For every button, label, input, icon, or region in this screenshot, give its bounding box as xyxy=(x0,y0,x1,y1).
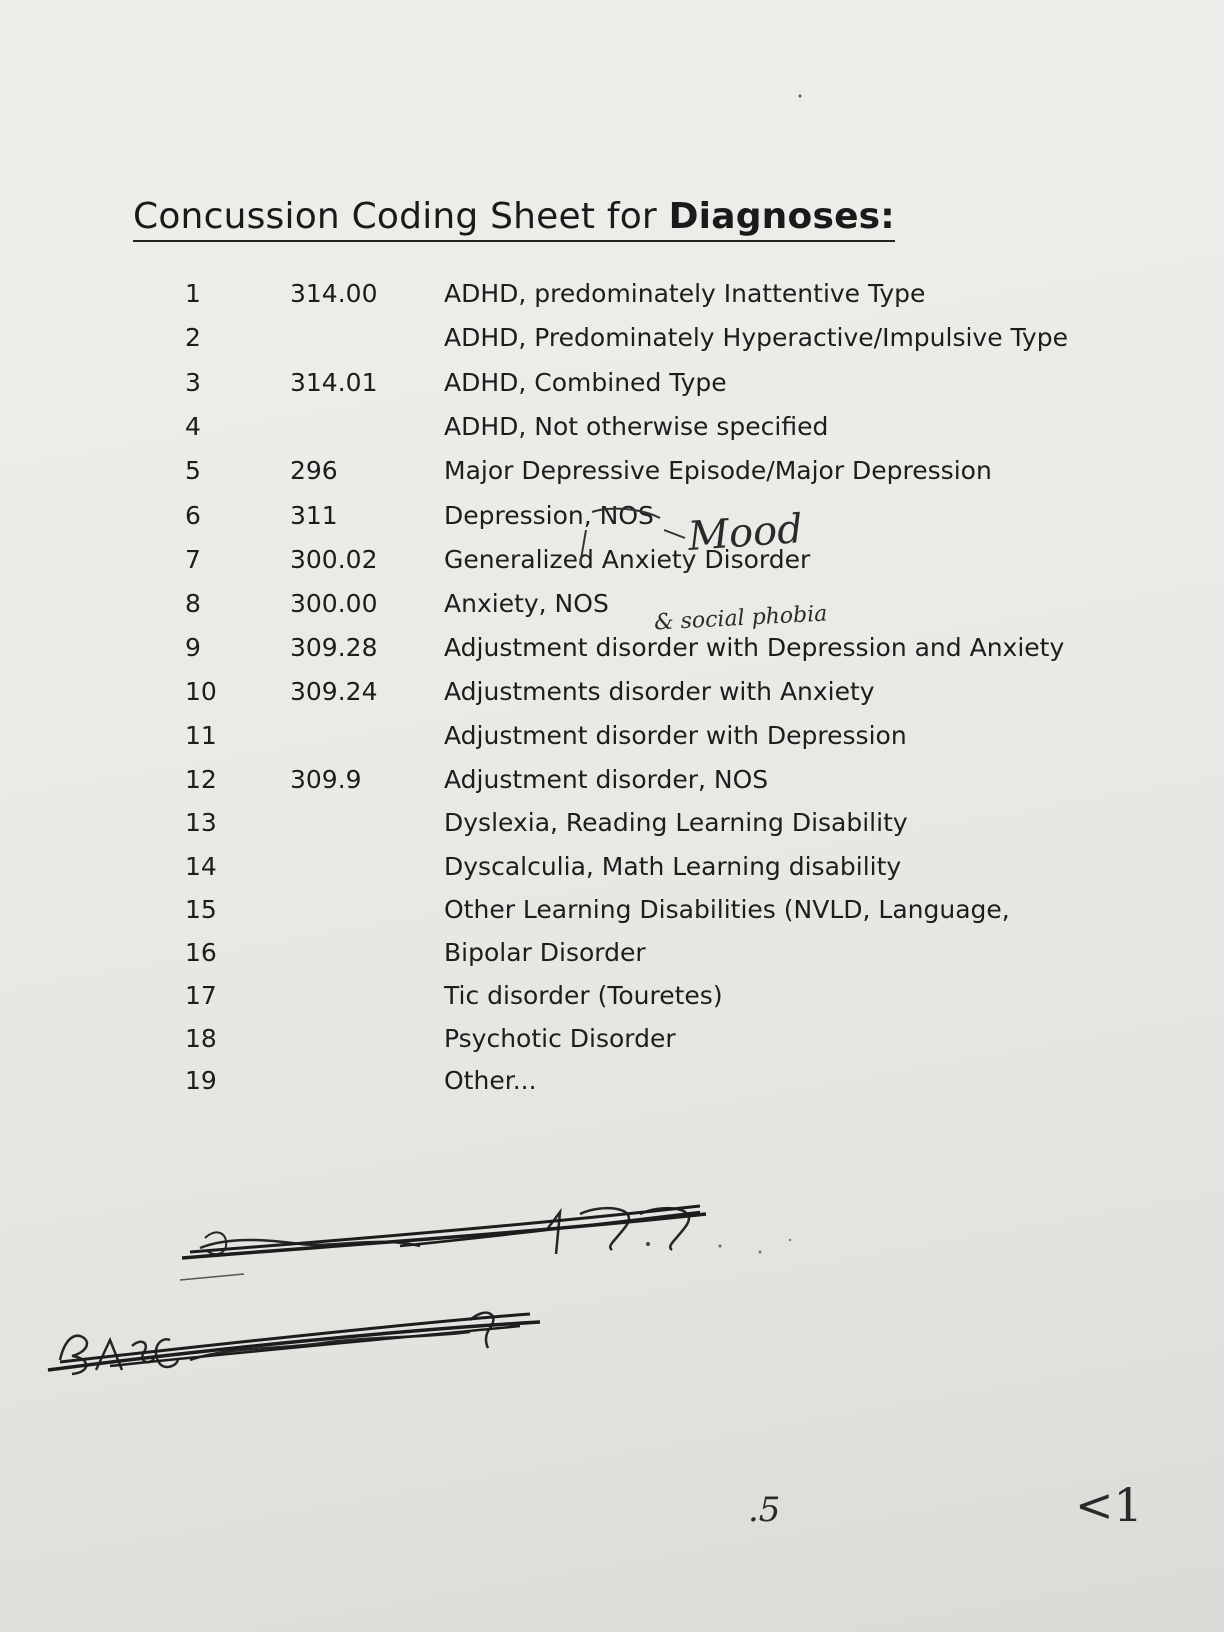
diagnosis-description: ADHD, predominately Inattentive Type xyxy=(444,279,926,308)
diagnosis-description: Adjustment disorder with Depression and Anxiety xyxy=(444,633,1065,662)
row-number: 16 xyxy=(185,938,217,967)
row-number: 14 xyxy=(185,852,217,881)
diagnosis-code: 300.00 xyxy=(290,589,378,618)
row-number: 9 xyxy=(185,633,201,662)
diagnosis-description: Tic disorder (Touretes) xyxy=(444,981,723,1010)
diagnosis-code: 309.28 xyxy=(290,633,378,662)
diagnosis-description: Adjustment disorder with Depression xyxy=(444,721,907,750)
row-number: 18 xyxy=(185,1024,217,1053)
diagnosis-code: 311 xyxy=(290,501,338,530)
diagnosis-description: Psychotic Disorder xyxy=(444,1024,676,1053)
diagnosis-description: Dyslexia, Reading Learning Disability xyxy=(444,808,908,837)
diagnosis-description: Adjustments disorder with Anxiety xyxy=(444,677,875,706)
diagnosis-description: Adjustment disorder, NOS xyxy=(444,765,769,794)
diagnosis-description: ADHD, Predominately Hyperactive/Impulsive Type xyxy=(444,323,1068,352)
diagnosis-description: Major Depressive Episode/Major Depression xyxy=(444,456,992,485)
row-number: 19 xyxy=(185,1066,217,1095)
row-number: 7 xyxy=(185,545,201,574)
row-number: 17 xyxy=(185,981,217,1010)
row-number: 8 xyxy=(185,589,201,618)
diagnosis-code: 296 xyxy=(290,456,338,485)
handwritten-less-than-one: <1 xyxy=(1075,1478,1143,1532)
diagnosis-description: Anxiety, NOS xyxy=(444,589,609,618)
row-number: 12 xyxy=(185,765,217,794)
title-bold: Diagnoses: xyxy=(668,196,895,237)
diagnosis-description: Generalized Anxiety Disorder xyxy=(444,545,811,574)
handwritten-point-five: .5 xyxy=(748,1490,781,1530)
row-number: 6 xyxy=(185,501,201,530)
diagnosis-description: ADHD, Combined Type xyxy=(444,368,727,397)
title-regular: Concussion Coding Sheet for xyxy=(133,196,669,237)
diagnosis-code: 309.9 xyxy=(290,765,362,794)
handwritten-social-phobia-note: & social phobia xyxy=(653,601,828,636)
row-number: 2 xyxy=(185,323,201,352)
row-number: 13 xyxy=(185,808,217,837)
diagnosis-code: 300.02 xyxy=(290,545,378,574)
diagnosis-description: Other... xyxy=(444,1066,537,1095)
diagnosis-description: Bipolar Disorder xyxy=(444,938,646,967)
diagnosis-code: 309.24 xyxy=(290,677,378,706)
diagnosis-description: Dyscalculia, Math Learning disability xyxy=(444,852,902,881)
row-number: 5 xyxy=(185,456,201,485)
row-number: 10 xyxy=(185,677,217,706)
diagnosis-description: Depression, NOS xyxy=(444,501,654,530)
diagnosis-description: Other Learning Disabilities (NVLD, Language, xyxy=(444,895,1010,924)
row-number: 15 xyxy=(185,895,217,924)
diagnosis-description: ADHD, Not otherwise specified xyxy=(444,412,829,441)
row-number: 4 xyxy=(185,412,201,441)
row-number: 1 xyxy=(185,279,201,308)
handwritten-mood-note: Mood xyxy=(686,506,805,560)
row-number: 3 xyxy=(185,368,201,397)
row-number: 11 xyxy=(185,721,217,750)
diagnosis-code: 314.00 xyxy=(290,279,378,308)
diagnosis-code: 314.01 xyxy=(290,368,378,397)
